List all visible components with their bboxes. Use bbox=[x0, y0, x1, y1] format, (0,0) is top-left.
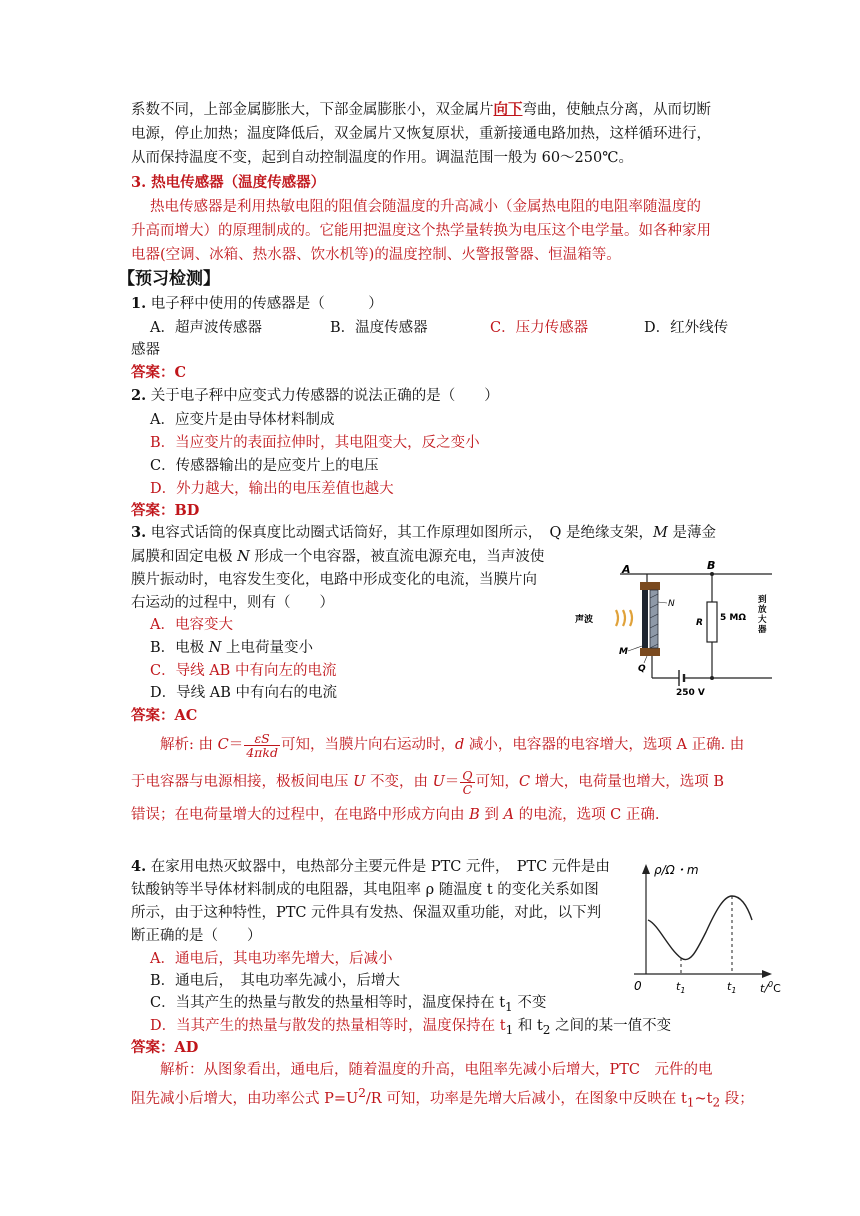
superscript: 2 bbox=[358, 1086, 366, 1100]
node-b bbox=[710, 572, 714, 576]
tick-label-t1: $t_1$ bbox=[676, 980, 686, 995]
q4-stem-line-1 bbox=[131, 856, 610, 878]
question-text: 关于电子秤中应变式力传感器的说法正确的是（ ） bbox=[150, 388, 499, 404]
symbol-m: M bbox=[653, 525, 668, 541]
subscript: 2 bbox=[542, 1022, 551, 1037]
symbol-d: d bbox=[454, 737, 465, 753]
question-number: 1. bbox=[131, 295, 147, 312]
symbol-c: C bbox=[217, 737, 229, 753]
q3-stem-line-4: 右运动的过程中，则有（ ） bbox=[131, 595, 334, 611]
label-resistance: 5 MΩ bbox=[720, 613, 747, 623]
label-m: M bbox=[619, 647, 628, 657]
option-text: 之间的某一值不变 bbox=[550, 1018, 672, 1034]
q4-option-b: B．通电后， 其电功率先减小，后增大 bbox=[150, 973, 400, 989]
highlight-word: 向下 bbox=[493, 101, 523, 118]
symbol-n: N bbox=[237, 549, 250, 565]
label-b: B bbox=[707, 560, 716, 572]
explanation-text: /R 可知，功率是先增大后减小，在图象中反映在 t bbox=[365, 1090, 687, 1107]
answer-value: AD bbox=[174, 1039, 199, 1056]
q3-option-a: A．电容变大 bbox=[150, 617, 233, 633]
q1-answer bbox=[131, 362, 186, 384]
q4-stem-line-2: 钛酸钠等半导体材料制成的电阻器，其电阻率 ρ 随温度 t 的变化关系如图 bbox=[131, 882, 599, 898]
origin-label: 0 bbox=[634, 979, 642, 993]
explanation-text: 到 bbox=[479, 807, 504, 823]
insulator-bottom bbox=[640, 648, 660, 656]
fraction-numerator: εS bbox=[244, 732, 280, 746]
sound-wave-arc bbox=[630, 610, 632, 626]
intro-line-1 bbox=[131, 99, 711, 121]
voltage-fraction bbox=[460, 769, 474, 796]
explanation-text: 阻先减小后增大，由功率公式 P=U bbox=[131, 1090, 359, 1107]
q3-stem-line-2 bbox=[131, 546, 544, 568]
option-text: 不变 bbox=[512, 995, 547, 1011]
resistivity-temperature-graph bbox=[624, 852, 794, 1000]
option-text: B．电极 bbox=[150, 640, 209, 656]
explanation-text: ~t bbox=[694, 1090, 713, 1107]
answer-label: 答案： bbox=[131, 364, 175, 381]
q1-stem bbox=[131, 293, 383, 315]
answer-value: BD bbox=[174, 502, 200, 519]
fraction-numerator: Q bbox=[462, 767, 473, 783]
label-amp-4: 器 bbox=[758, 625, 767, 635]
insulator-top bbox=[640, 582, 660, 590]
explanation-text: 可知， bbox=[475, 774, 520, 790]
q3-explanation-line-1 bbox=[160, 730, 744, 760]
label-amp-3: 大 bbox=[758, 615, 767, 625]
q3-answer bbox=[131, 705, 197, 727]
resistivity-curve bbox=[648, 896, 752, 960]
q2-stem bbox=[131, 385, 499, 407]
q2-answer bbox=[131, 500, 199, 522]
option-text: C．当其产生的热量与散发的热量相等时，温度保持在 t bbox=[150, 995, 506, 1011]
q3-explanation-line-3 bbox=[131, 804, 660, 826]
question-number: 4. bbox=[131, 858, 147, 875]
q3-option-b bbox=[150, 637, 313, 659]
answer-label: 答案： bbox=[131, 1039, 175, 1056]
symbol-u: U bbox=[432, 774, 445, 790]
label-voltage: 250 V bbox=[676, 688, 705, 698]
answer-label: 答案： bbox=[131, 502, 175, 519]
q3-stem-line-3: 膜片振动时，电容发生变化，电路中形成变化的电流，当膜片向 bbox=[131, 572, 537, 588]
option-text: D．当其产生的热量与散发的热量相等时，温度保持在 t bbox=[150, 1018, 506, 1034]
subscript: 1 bbox=[505, 1022, 514, 1037]
explanation-text: 的电流，选项 C 正确. bbox=[513, 807, 660, 823]
section-3-line-1: 热电传感器是利用热敏电阻的阻值会随温度的升高减小（金属热电阻的电阻率随温度的 bbox=[150, 199, 701, 215]
explanation-text: 可知，当膜片向右运动时， bbox=[280, 737, 455, 753]
tick-label-t2: $t_1$ bbox=[727, 980, 737, 995]
question-text: 电容式话筒的保真度比动圈式话筒好，其工作原理如图所示， Q 是绝缘支架， bbox=[150, 525, 653, 541]
fraction-denominator: C bbox=[462, 781, 473, 797]
q4-explanation-line-2 bbox=[131, 1082, 754, 1114]
q1-option-d: D．红外线传 bbox=[644, 320, 729, 336]
q2-option-d: D．外力越大，输出的电压差值也越大 bbox=[150, 481, 394, 497]
q4-explanation-line-1: 解析：从图象看出，通电后，随着温度的升高，电阻率先减小后增大，PTC 元件的电 bbox=[160, 1062, 713, 1078]
subscript: 1 bbox=[686, 1095, 695, 1110]
x-axis-arrow-icon bbox=[762, 970, 772, 978]
q4-stem-line-4: 断正确的是（ ） bbox=[131, 928, 262, 944]
symbol-c: C bbox=[519, 774, 531, 790]
sound-wave-arc bbox=[623, 610, 625, 626]
symbol-a: A bbox=[503, 807, 514, 823]
section-3-line-3: 电器(空调、冰箱、热水器、饮水机等)的温度控制、火警报警器、恒温箱等。 bbox=[131, 247, 621, 263]
section-3-line-2: 升高而增大）的原理制成的。它能用把温度这个热学量转换为电压这个电学量。如各种家用 bbox=[131, 223, 711, 239]
label-r: R bbox=[696, 618, 703, 628]
explanation-text: 增大，电荷量也增大，选项 B bbox=[530, 774, 725, 790]
q1-option-b: B．温度传感器 bbox=[330, 320, 428, 336]
question-text: 属膜和固定电极 bbox=[131, 549, 238, 565]
label-n: N bbox=[668, 599, 675, 609]
explanation-text: 减小，电容器的电容增大，选项 A 正确. 由 bbox=[464, 737, 745, 753]
capacitance-fraction bbox=[244, 732, 280, 759]
q4-option-d bbox=[150, 1015, 671, 1041]
q3-stem-line-1 bbox=[131, 522, 716, 544]
q3-option-d: D．导线 AB 中有向右的电流 bbox=[150, 685, 337, 701]
explanation-text: 不变，由 bbox=[365, 774, 433, 790]
fraction-denominator: 4πkd bbox=[246, 744, 278, 760]
q4-option-c bbox=[150, 992, 546, 1018]
symbol-b: B bbox=[469, 807, 480, 823]
explanation-text: 段； bbox=[720, 1090, 754, 1107]
explanation-text: 错误；在电荷量增大的过程中，在电路中形成方向由 bbox=[131, 807, 470, 823]
q2-option-b: B．当应变片的表面拉伸时，其电阻变大，反之变小 bbox=[150, 435, 480, 451]
equals-sign: ＝ bbox=[228, 737, 244, 753]
membrane-m bbox=[642, 590, 648, 648]
q1-option-d-wrap: 感器 bbox=[131, 342, 160, 358]
q2-option-c: C．传感器输出的是应变片上的电压 bbox=[150, 458, 379, 474]
q4-answer bbox=[131, 1037, 198, 1059]
symbol-u: U bbox=[353, 774, 366, 790]
subscript: 1 bbox=[505, 999, 513, 1014]
q2-option-a: A．应变片是由导体材料制成 bbox=[150, 412, 335, 428]
q3-option-c: C．导线 AB 中有向左的电流 bbox=[150, 663, 337, 679]
q4-option-a: A．通电后，其电功率先增大，后减小 bbox=[150, 951, 393, 967]
q1-option-a: A．超声波传感器 bbox=[150, 320, 262, 336]
q3-explanation-line-2 bbox=[131, 767, 724, 797]
option-text: 和 t bbox=[513, 1018, 543, 1034]
symbol-n: N bbox=[208, 640, 222, 656]
y-axis-label: ρ/Ω・m bbox=[654, 863, 699, 877]
intro-line-2: 电源，停止加热；温度降低后，双金属片又恢复原状，重新接通电路加热，这样循环进行， bbox=[131, 126, 711, 142]
section-3-title: 3. 热电传感器（温度传感器） bbox=[131, 174, 326, 191]
resistor bbox=[707, 602, 717, 642]
label-amp-1: 到 bbox=[758, 595, 767, 605]
subscript: 2 bbox=[712, 1095, 721, 1110]
explanation-text: 于电容器与电源相接，极板间电压 bbox=[131, 774, 354, 790]
answer-value: C bbox=[174, 364, 187, 381]
intro-line-3: 从而保持温度不变，起到自动控制温度的作用。调温范围一般为 60～250℃。 bbox=[131, 150, 633, 166]
question-text: 电子秤中使用的传感器是（ ） bbox=[150, 296, 383, 312]
answer-label: 答案： bbox=[131, 707, 175, 724]
option-text: 上电荷量变小 bbox=[221, 640, 314, 656]
y-axis-arrow-icon bbox=[642, 864, 650, 874]
label-sound-wave: 声波 bbox=[575, 615, 594, 625]
q1-option-c: C．压力传感器 bbox=[490, 320, 589, 336]
intro-text: 弯曲，使触点分离，从而切断 bbox=[522, 102, 711, 118]
capacitor-microphone-circuit-diagram bbox=[572, 560, 782, 700]
answer-value: AC bbox=[174, 707, 198, 724]
explanation-text: 解析: 由 bbox=[160, 737, 218, 753]
label-a: A bbox=[622, 563, 631, 576]
question-number: 3. bbox=[131, 524, 147, 541]
label-q: Q bbox=[638, 664, 646, 674]
question-number: 2. bbox=[131, 387, 147, 404]
question-text: 是薄金 bbox=[667, 525, 716, 541]
label-amp-2: 放 bbox=[758, 605, 767, 615]
equals-sign: ＝ bbox=[444, 774, 460, 790]
question-text: 形成一个电容器，被直流电源充电，当声波使 bbox=[249, 549, 545, 565]
intro-text: 系数不同，上部金属膨胀大，下部金属膨胀小，双金属片 bbox=[131, 102, 494, 118]
question-text: 在家用电热灭蚊器中，电热部分主要元件是 PTC 元件， PTC 元件是由 bbox=[150, 859, 610, 875]
x-axis-label: t/$^0$C bbox=[760, 980, 781, 995]
section-heading: 【预习检测】 bbox=[118, 269, 220, 289]
electrode-n bbox=[650, 590, 658, 648]
q4-stem-line-3: 所示，由于这种特性，PTC 元件具有发热、保温双重功能，对此，以下判 bbox=[131, 905, 602, 921]
sound-wave-arc bbox=[616, 610, 618, 626]
